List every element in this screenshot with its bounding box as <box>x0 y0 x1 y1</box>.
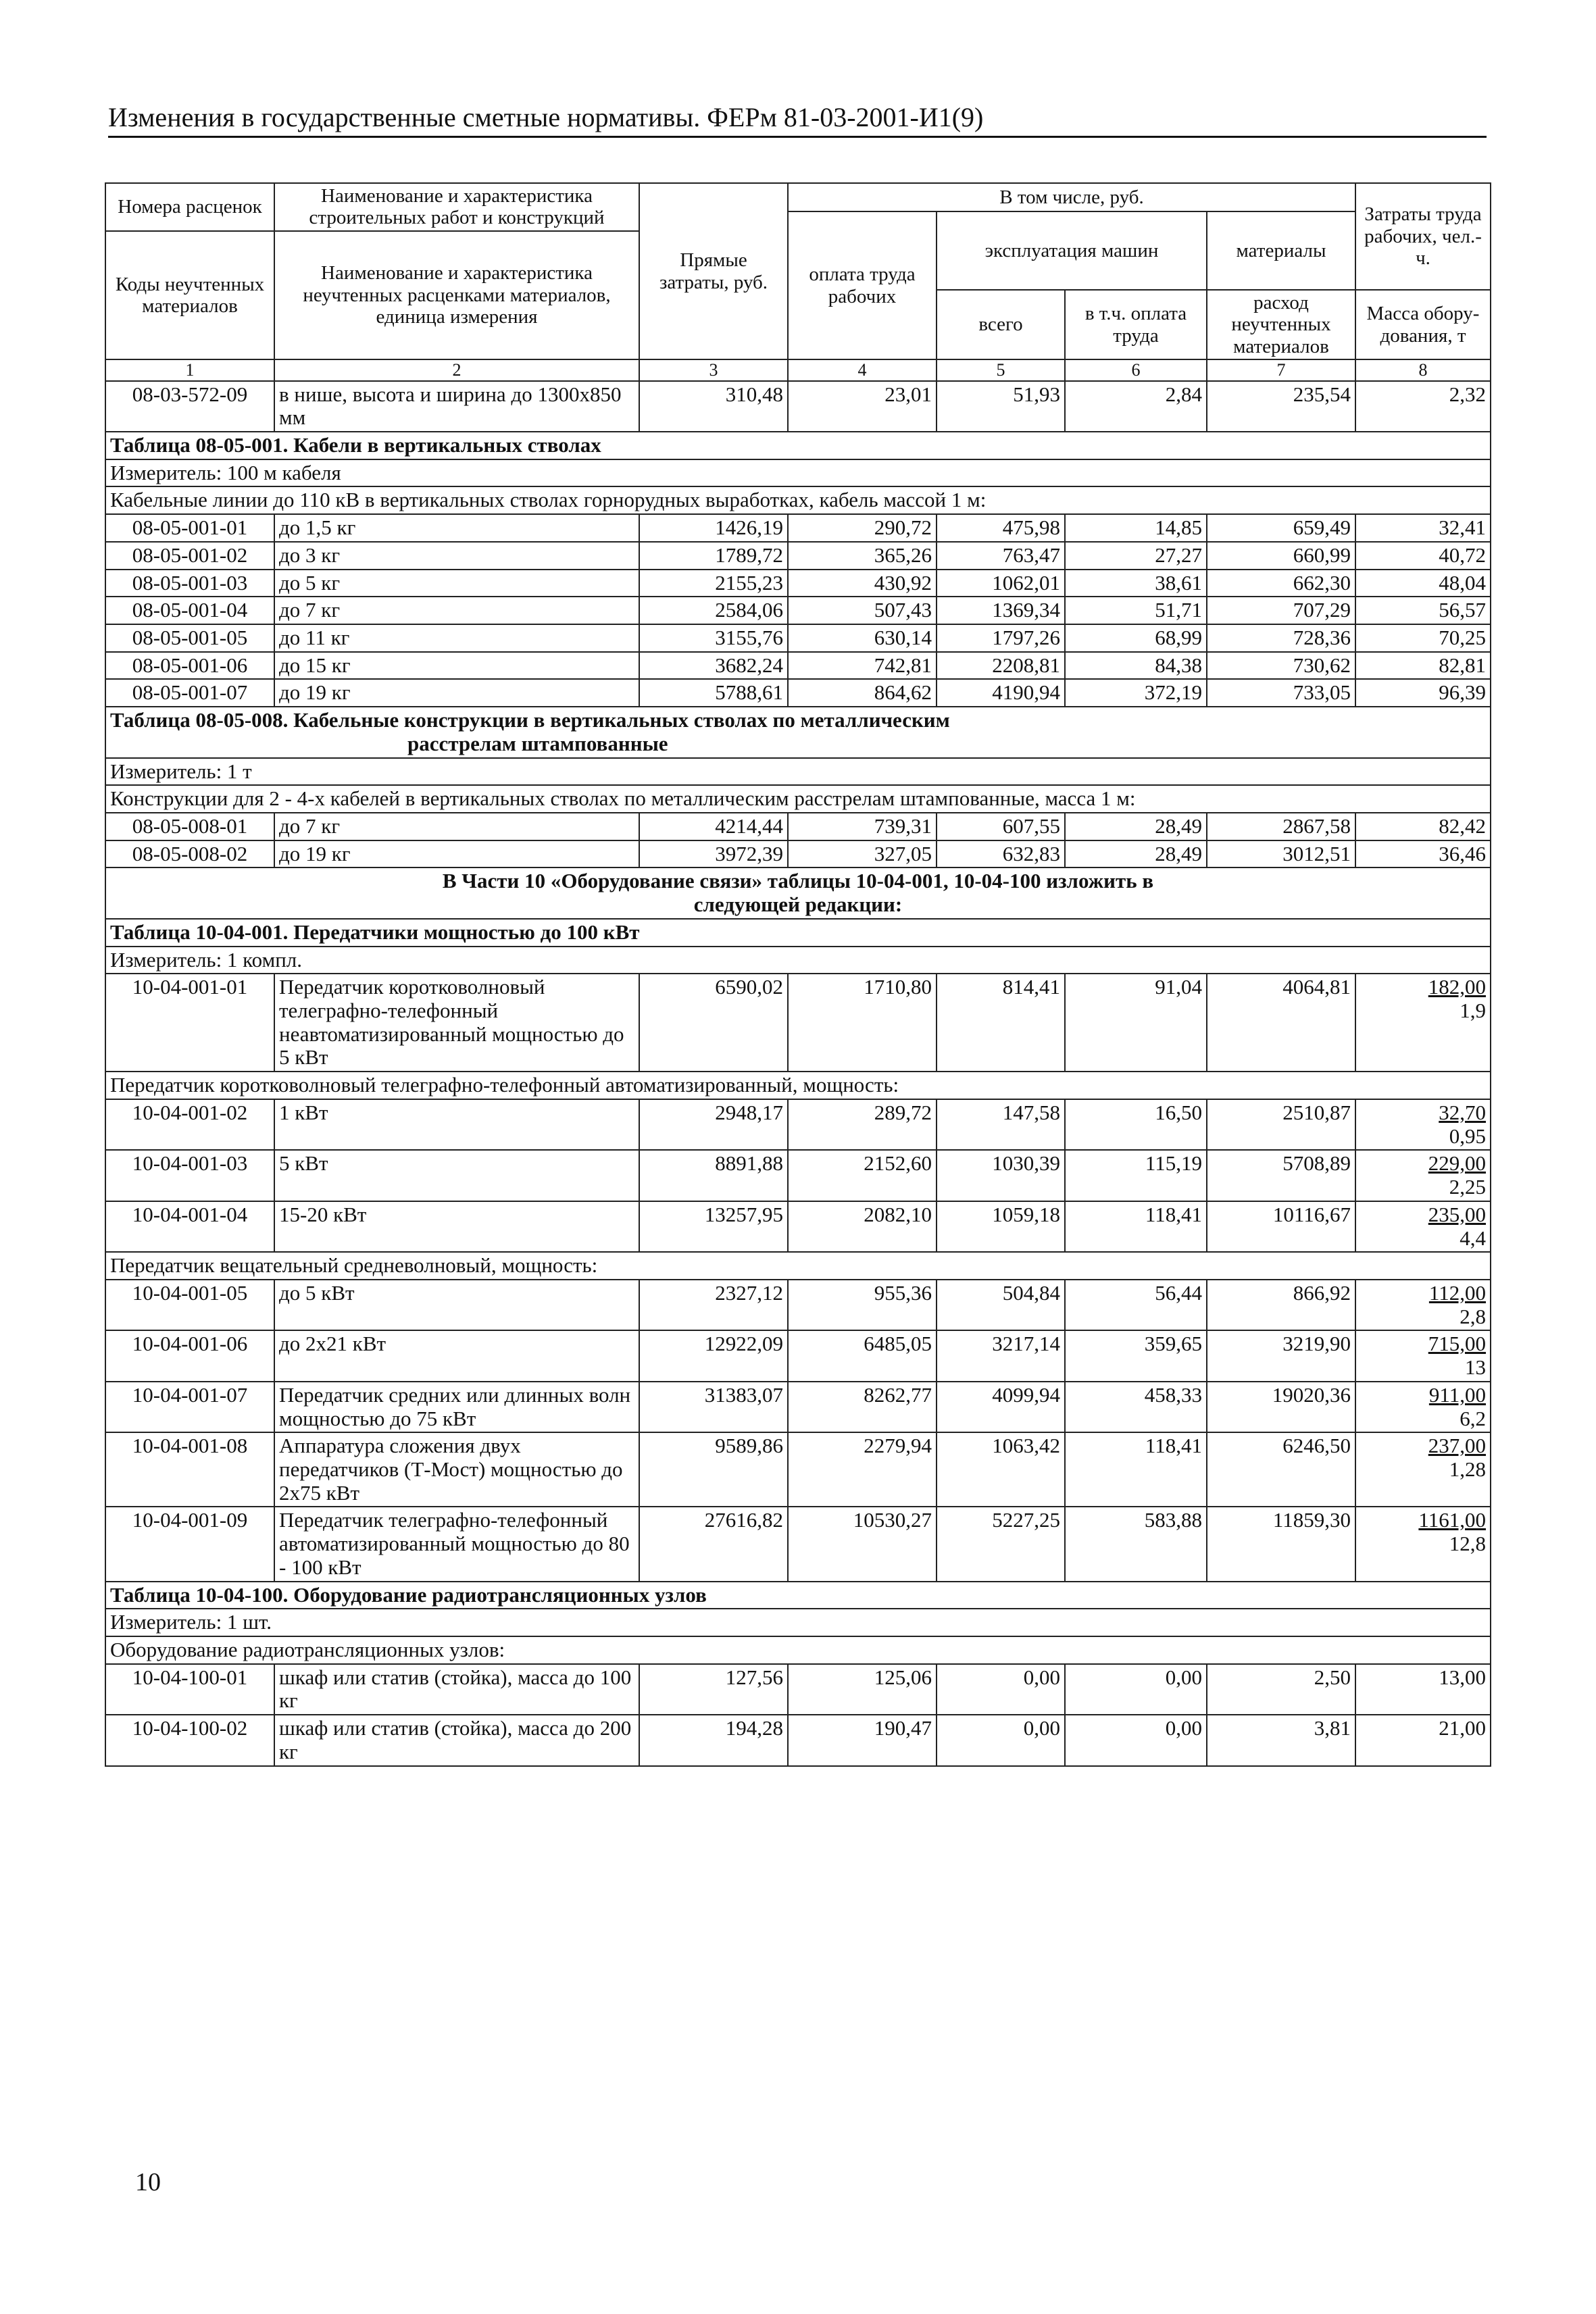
table-title: Таблица 10-04-001. Передатчики мощностью до 100 кВт <box>105 919 1491 947</box>
table-measure: Измеритель: 1 т <box>105 758 1491 786</box>
rate-name: до 19 кг <box>274 840 639 868</box>
machines-total: 4099,94 <box>937 1382 1065 1432</box>
labor-hours-value: 237,00 <box>1428 1434 1486 1458</box>
column-number: 2 <box>274 359 639 380</box>
labor-hours-value: 112,00 <box>1428 1280 1486 1305</box>
materials-cost: 660,99 <box>1207 542 1355 570</box>
rate-name: 1 кВт <box>274 1099 639 1150</box>
rate-code: 10-04-001-02 <box>105 1099 274 1150</box>
machines-labor: 91,04 <box>1065 974 1207 1072</box>
machines-labor: 51,71 <box>1065 597 1207 624</box>
direct-costs: 194,28 <box>639 1715 788 1765</box>
machines-labor: 14,85 <box>1065 514 1207 542</box>
labor-hours: 32,41 <box>1355 514 1491 542</box>
rate-name: до 5 кг <box>274 570 639 597</box>
machines-total: 1062,01 <box>937 570 1065 597</box>
materials-cost: 730,62 <box>1207 652 1355 680</box>
table-row <box>105 1280 1491 1330</box>
direct-costs: 5788,61 <box>639 679 788 707</box>
labor-hours: 40,72 <box>1355 542 1491 570</box>
header-machines-labor: в т.ч. оплата труда <box>1065 290 1207 359</box>
materials-cost: 2867,58 <box>1207 813 1355 840</box>
rate-name: шкаф или статив (стойка), масса до 200 кг <box>274 1715 639 1765</box>
machines-labor: 0,00 <box>1065 1715 1207 1765</box>
machines-total: 1063,42 <box>937 1432 1065 1507</box>
machines-labor: 28,49 <box>1065 813 1207 840</box>
labor-hours: 21,00 <box>1355 1715 1491 1765</box>
machines-total: 763,47 <box>937 542 1065 570</box>
table-measure: Измеритель: 100 м кабеля <box>105 459 1491 487</box>
machines-total: 0,00 <box>937 1715 1065 1765</box>
direct-costs: 8891,88 <box>639 1150 788 1201</box>
column-number: 6 <box>1065 359 1207 380</box>
rate-code: 08-05-008-02 <box>105 840 274 868</box>
labor-hours-value: 182,00 <box>1428 975 1486 999</box>
materials-cost: 6246,50 <box>1207 1432 1355 1507</box>
rate-name: до 7 кг <box>274 597 639 624</box>
direct-costs: 2584,06 <box>639 597 788 624</box>
labor-hours <box>1355 1201 1491 1252</box>
table-row <box>105 570 1491 597</box>
labor-hours <box>1355 974 1491 1072</box>
direct-costs: 310,48 <box>639 381 788 432</box>
labor-pay: 630,14 <box>788 624 937 652</box>
header-group: В том числе, руб. <box>788 183 1355 211</box>
rate-code: 10-04-001-07 <box>105 1382 274 1432</box>
rate-code: 08-05-001-01 <box>105 514 274 542</box>
rate-name: до 19 кг <box>274 679 639 707</box>
table-row <box>105 1664 1491 1715</box>
column-number: 7 <box>1207 359 1355 380</box>
rate-code: 08-03-572-09 <box>105 381 274 432</box>
header-material-names: Наименование и характеристика неучтенных расценками материалов, единица измерения <box>274 231 639 359</box>
rate-name: Передатчик средних или длинных волн мощностью до 75 кВт <box>274 1382 639 1432</box>
materials-cost: 659,49 <box>1207 514 1355 542</box>
rate-name: Передатчик телеграфно-телефонный автоматизированный мощностью до 80 - 100 кВт <box>274 1507 639 1581</box>
column-number: 5 <box>937 359 1065 380</box>
table-title-line: расстрелам штампованные <box>407 731 668 755</box>
rate-code: 08-05-001-04 <box>105 597 274 624</box>
rate-name: шкаф или статив (стойка), масса до 100 кг <box>274 1664 639 1715</box>
machines-total: 5227,25 <box>937 1507 1065 1581</box>
page-header: Изменения в государственные сметные нормативы. ФЕРм 81-03-2001-И1(9) <box>108 101 1487 138</box>
machines-total: 51,93 <box>937 381 1065 432</box>
rate-name: до 3 кг <box>274 542 639 570</box>
table-group: Передатчик вещательный средневолновый, мощность: <box>105 1252 1491 1280</box>
labor-hours-value: 235,00 <box>1428 1202 1486 1226</box>
materials-cost: 11859,30 <box>1207 1507 1355 1581</box>
rate-name: до 7 кг <box>274 813 639 840</box>
labor-hours <box>1355 1099 1491 1150</box>
table-row <box>105 840 1491 868</box>
column-number: 4 <box>788 359 937 380</box>
labor-hours <box>1355 1382 1491 1432</box>
header-work-name: Наименование и характеристика строительных работ и конструкций <box>274 183 639 231</box>
table-group: Кабельные линии до 110 кВ в вертикальных стволах горнорудных выработках, кабель массой 1 м: <box>105 486 1491 514</box>
labor-hours: 70,25 <box>1355 624 1491 652</box>
table-row <box>105 974 1491 1072</box>
table-measure-row <box>105 947 1491 974</box>
materials-cost: 3012,51 <box>1207 840 1355 868</box>
header-machines: эксплуатация машин <box>937 211 1207 290</box>
table-row <box>105 624 1491 652</box>
direct-costs: 3972,39 <box>639 840 788 868</box>
direct-costs: 2327,12 <box>639 1280 788 1330</box>
table-row <box>105 1507 1491 1581</box>
machines-total: 1030,39 <box>937 1150 1065 1201</box>
rate-name: в нише, высота и ширина до 1300x850 мм <box>274 381 639 432</box>
machines-total: 1059,18 <box>937 1201 1065 1252</box>
rate-code: 10-04-001-09 <box>105 1507 274 1581</box>
table-title-row <box>105 919 1491 947</box>
materials-cost: 235,54 <box>1207 381 1355 432</box>
labor-hours: 48,04 <box>1355 570 1491 597</box>
table-row <box>105 1330 1491 1381</box>
machines-labor: 115,19 <box>1065 1150 1207 1201</box>
labor-pay: 955,36 <box>788 1280 937 1330</box>
materials-cost: 4064,81 <box>1207 974 1355 1072</box>
labor-pay: 289,72 <box>788 1099 937 1150</box>
labor-pay: 2279,94 <box>788 1432 937 1507</box>
labor-pay: 739,31 <box>788 813 937 840</box>
labor-pay: 290,72 <box>788 514 937 542</box>
column-number: 3 <box>639 359 788 380</box>
machines-labor: 27,27 <box>1065 542 1207 570</box>
rate-name: 5 кВт <box>274 1150 639 1201</box>
table-group-row <box>105 1252 1491 1280</box>
machines-total: 3217,14 <box>937 1330 1065 1381</box>
labor-hours <box>1355 1280 1491 1330</box>
table-group: Оборудование радиотрансляционных узлов: <box>105 1636 1491 1664</box>
labor-hours: 13,00 <box>1355 1664 1491 1715</box>
table-row <box>105 1150 1491 1201</box>
materials-cost: 733,05 <box>1207 679 1355 707</box>
labor-pay: 507,43 <box>788 597 937 624</box>
labor-pay: 10530,27 <box>788 1507 937 1581</box>
table-title-row <box>105 1582 1491 1609</box>
machines-labor: 16,50 <box>1065 1099 1207 1150</box>
machines-labor: 359,65 <box>1065 1330 1207 1381</box>
table-row <box>105 1201 1491 1252</box>
labor-hours <box>1355 1432 1491 1507</box>
equipment-mass-value: 2,8 <box>1460 1304 1486 1328</box>
machines-total: 814,41 <box>937 974 1065 1072</box>
machines-total: 1797,26 <box>937 624 1065 652</box>
materials-cost: 2510,87 <box>1207 1099 1355 1150</box>
header-labor-pay: оплата труда рабочих <box>788 211 937 359</box>
equipment-mass-value: 1,28 <box>1449 1457 1486 1481</box>
machines-total: 475,98 <box>937 514 1065 542</box>
materials-cost: 866,92 <box>1207 1280 1355 1330</box>
table-group-row <box>105 785 1491 813</box>
table-title-row <box>105 707 1491 757</box>
rate-code: 10-04-001-01 <box>105 974 274 1072</box>
direct-costs: 12922,09 <box>639 1330 788 1381</box>
header-material-codes: Коды неучтенных материалов <box>105 231 274 359</box>
labor-hours <box>1355 1330 1491 1381</box>
materials-cost: 3,81 <box>1207 1715 1355 1765</box>
table-measure: Измеритель: 1 шт. <box>105 1609 1491 1636</box>
labor-pay: 23,01 <box>788 381 937 432</box>
rate-code: 08-05-001-03 <box>105 570 274 597</box>
materials-cost: 10116,67 <box>1207 1201 1355 1252</box>
rate-code: 10-04-001-08 <box>105 1432 274 1507</box>
header-materials: материалы <box>1207 211 1355 290</box>
machines-total: 504,84 <box>937 1280 1065 1330</box>
machines-labor: 0,00 <box>1065 1664 1207 1715</box>
rate-code: 10-04-100-02 <box>105 1715 274 1765</box>
direct-costs: 1426,19 <box>639 514 788 542</box>
section-heading-row <box>105 867 1491 918</box>
table-row <box>105 1432 1491 1507</box>
rate-name: до 15 кг <box>274 652 639 680</box>
machines-total: 607,55 <box>937 813 1065 840</box>
direct-costs: 2948,17 <box>639 1099 788 1150</box>
rate-name: до 11 кг <box>274 624 639 652</box>
table-row <box>105 652 1491 680</box>
table-row <box>105 1382 1491 1432</box>
direct-costs: 6590,02 <box>639 974 788 1072</box>
direct-costs: 9589,86 <box>639 1432 788 1507</box>
rate-code: 08-05-001-02 <box>105 542 274 570</box>
section-heading-line: следующей редакции: <box>693 892 903 917</box>
direct-costs: 27616,82 <box>639 1507 788 1581</box>
table-row <box>105 597 1491 624</box>
equipment-mass-value: 2,25 <box>1449 1175 1486 1199</box>
equipment-mass-value: 1,9 <box>1460 999 1486 1023</box>
labor-hours: 82,42 <box>1355 813 1491 840</box>
column-number: 1 <box>105 359 274 380</box>
direct-costs: 31383,07 <box>639 1382 788 1432</box>
header-materials-usage: расход неучтенных материалов <box>1207 290 1355 359</box>
header-rate-number: Номера расценок <box>105 183 274 231</box>
table-row <box>105 514 1491 542</box>
equipment-mass-value: 13 <box>1465 1355 1486 1380</box>
machines-labor: 372,19 <box>1065 679 1207 707</box>
table-title-row <box>105 432 1491 459</box>
table-title-line: Таблица 08-05-008. Кабельные конструкции в вертикальных стволах по металлическим <box>110 708 950 732</box>
labor-hours: 2,32 <box>1355 381 1491 432</box>
direct-costs: 2155,23 <box>639 570 788 597</box>
table-group-row <box>105 1636 1491 1664</box>
machines-labor: 118,41 <box>1065 1201 1207 1252</box>
labor-pay: 6485,05 <box>788 1330 937 1381</box>
machines-total: 2208,81 <box>937 652 1065 680</box>
rate-name: 15-20 кВт <box>274 1201 639 1252</box>
direct-costs: 127,56 <box>639 1664 788 1715</box>
labor-hours-value: 229,00 <box>1428 1151 1486 1176</box>
labor-hours <box>1355 1507 1491 1581</box>
machines-labor: 2,84 <box>1065 381 1207 432</box>
rate-code: 10-04-100-01 <box>105 1664 274 1715</box>
table-row <box>105 542 1491 570</box>
rate-name: Аппаратура сложения двух передатчиков (Т-Мост) мощностью до 2x75 кВт <box>274 1432 639 1507</box>
table-group-row <box>105 1072 1491 1099</box>
materials-cost: 728,36 <box>1207 624 1355 652</box>
labor-pay: 742,81 <box>788 652 937 680</box>
labor-hours-value: 911,00 <box>1428 1382 1486 1407</box>
table-row <box>105 813 1491 840</box>
header-row-1 <box>105 183 1491 211</box>
labor-hours-value: 32,70 <box>1439 1100 1486 1124</box>
direct-costs: 3682,24 <box>639 652 788 680</box>
rate-name: до 2x21 кВт <box>274 1330 639 1381</box>
table-measure-row <box>105 459 1491 487</box>
header-equipment-mass: Масса обору- дования, т <box>1355 290 1491 359</box>
machines-labor: 68,99 <box>1065 624 1207 652</box>
materials-cost: 707,29 <box>1207 597 1355 624</box>
machines-labor: 56,44 <box>1065 1280 1207 1330</box>
labor-pay: 327,05 <box>788 840 937 868</box>
table-group: Конструкции для 2 - 4-х кабелей в вертикальных стволах по металлическим расстрелам штампованные, масса 1 м: <box>105 785 1491 813</box>
machines-labor: 118,41 <box>1065 1432 1207 1507</box>
labor-pay: 1710,80 <box>788 974 937 1072</box>
direct-costs: 13257,95 <box>639 1201 788 1252</box>
column-numbers-row <box>105 359 1491 380</box>
rate-code: 10-04-001-06 <box>105 1330 274 1381</box>
labor-pay: 8262,77 <box>788 1382 937 1432</box>
rates-table <box>105 182 1491 1767</box>
section-heading <box>105 867 1491 918</box>
table-group-row <box>105 486 1491 514</box>
machines-total: 0,00 <box>937 1664 1065 1715</box>
column-number: 8 <box>1355 359 1491 380</box>
materials-cost: 662,30 <box>1207 570 1355 597</box>
labor-pay: 864,62 <box>788 679 937 707</box>
equipment-mass-value: 0,95 <box>1449 1124 1486 1148</box>
machines-total: 147,58 <box>937 1099 1065 1150</box>
rate-name: Передатчик коротковолновый телеграфно-телефонный неавтоматизированный мощностью до 5 кВт <box>274 974 639 1072</box>
table-row <box>105 381 1491 432</box>
equipment-mass-value: 12,8 <box>1449 1532 1486 1556</box>
materials-cost: 5708,89 <box>1207 1150 1355 1201</box>
rate-code: 08-05-001-07 <box>105 679 274 707</box>
section-heading-line: В Части 10 «Оборудование связи» таблицы 10-04-001, 10-04-100 изложить в <box>442 869 1154 893</box>
estimate-sheet <box>105 182 1490 1767</box>
rate-name: до 1,5 кг <box>274 514 639 542</box>
table-group: Передатчик коротковолновый телеграфно-телефонный автоматизированный, мощность: <box>105 1072 1491 1099</box>
page-number: 10 <box>135 2168 161 2196</box>
labor-hours: 56,57 <box>1355 597 1491 624</box>
labor-pay: 2082,10 <box>788 1201 937 1252</box>
header-labor-hours: Затраты труда рабочих, чел.-ч. <box>1355 183 1491 290</box>
rate-code: 08-05-001-06 <box>105 652 274 680</box>
labor-hours: 96,39 <box>1355 679 1491 707</box>
materials-cost: 2,50 <box>1207 1664 1355 1715</box>
direct-costs: 1789,72 <box>639 542 788 570</box>
table-title: Таблица 08-05-001. Кабели в вертикальных стволах <box>105 432 1491 459</box>
table-title <box>105 707 1491 757</box>
machines-labor: 84,38 <box>1065 652 1207 680</box>
direct-costs: 4214,44 <box>639 813 788 840</box>
machines-total: 632,83 <box>937 840 1065 868</box>
labor-hours-value: 715,00 <box>1428 1332 1486 1356</box>
materials-cost: 19020,36 <box>1207 1382 1355 1432</box>
labor-hours: 82,81 <box>1355 652 1491 680</box>
rate-code: 08-05-008-01 <box>105 813 274 840</box>
labor-hours-value: 1161,00 <box>1418 1508 1486 1532</box>
materials-cost: 3219,90 <box>1207 1330 1355 1381</box>
equipment-mass-value: 4,4 <box>1460 1226 1486 1250</box>
direct-costs: 3155,76 <box>639 624 788 652</box>
labor-pay: 125,06 <box>788 1664 937 1715</box>
rate-code: 08-05-001-05 <box>105 624 274 652</box>
machines-labor: 583,88 <box>1065 1507 1207 1581</box>
machines-labor: 28,49 <box>1065 840 1207 868</box>
table-row <box>105 1099 1491 1150</box>
table-measure-row <box>105 758 1491 786</box>
machines-labor: 38,61 <box>1065 570 1207 597</box>
rate-code: 10-04-001-03 <box>105 1150 274 1201</box>
table-row <box>105 679 1491 707</box>
table-measure: Измеритель: 1 компл. <box>105 947 1491 974</box>
labor-hours <box>1355 1150 1491 1201</box>
table-row <box>105 1715 1491 1765</box>
rate-name: до 5 кВт <box>274 1280 639 1330</box>
equipment-mass-value: 6,2 <box>1460 1406 1486 1430</box>
labor-hours: 36,46 <box>1355 840 1491 868</box>
machines-labor: 458,33 <box>1065 1382 1207 1432</box>
table-measure-row <box>105 1609 1491 1636</box>
labor-pay: 2152,60 <box>788 1150 937 1201</box>
table-title: Таблица 10-04-100. Оборудование радиотрансляционных узлов <box>105 1582 1491 1609</box>
labor-pay: 430,92 <box>788 570 937 597</box>
labor-pay: 190,47 <box>788 1715 937 1765</box>
rate-code: 10-04-001-04 <box>105 1201 274 1252</box>
machines-total: 4190,94 <box>937 679 1065 707</box>
labor-pay: 365,26 <box>788 542 937 570</box>
machines-total: 1369,34 <box>937 597 1065 624</box>
header-direct-costs: Прямые затраты, руб. <box>639 183 788 359</box>
header-machines-total: всего <box>937 290 1065 359</box>
rate-code: 10-04-001-05 <box>105 1280 274 1330</box>
